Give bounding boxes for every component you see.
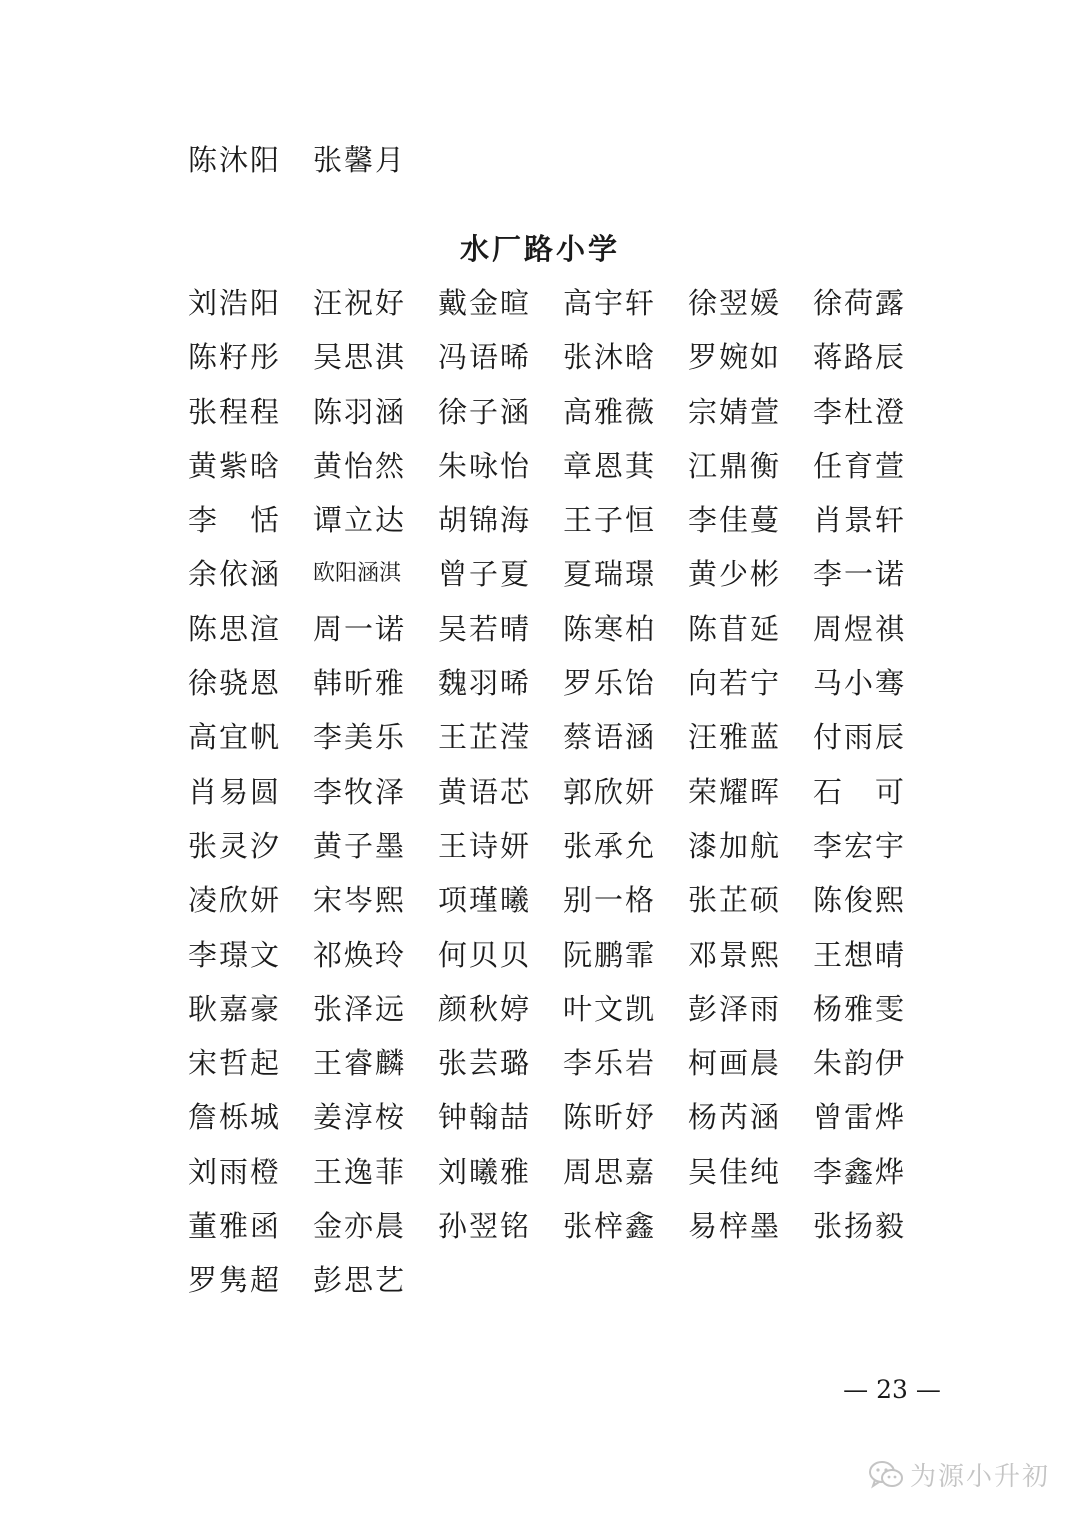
watermark xyxy=(868,1456,1050,1493)
name-entry: 彭思艺 xyxy=(313,1263,407,1298)
name-entry: 周煜祺 xyxy=(813,611,907,646)
name-entry: 姜淳桉 xyxy=(313,1100,407,1135)
name-entry: 任育萱 xyxy=(813,448,907,483)
name-entry: 金亦晨 xyxy=(313,1209,407,1244)
name-entry: 陈思渲 xyxy=(188,611,282,646)
name-entry: 耿嘉豪 xyxy=(188,991,282,1026)
name-entry: 陈昕妤 xyxy=(563,1100,657,1135)
name-entry: 易梓墨 xyxy=(688,1209,782,1244)
name-entry: 黄少彬 xyxy=(688,557,782,592)
name-entry: 黄子墨 xyxy=(313,828,407,863)
name-entry: 张灵汐 xyxy=(188,828,282,863)
name-entry: 蒋路辰 xyxy=(813,340,907,375)
name-entry: 张芸璐 xyxy=(438,1046,532,1081)
name-entry: 孙翌铭 xyxy=(438,1209,532,1244)
name-entry: 蔡语涵 xyxy=(563,720,657,755)
name-entry: 詹栎城 xyxy=(188,1100,282,1135)
name-entry: 王子恒 xyxy=(563,503,657,538)
name-entry: 钟翰喆 xyxy=(438,1100,532,1135)
name-entry: 马小骞 xyxy=(813,666,907,701)
name-entry: 李佳蔓 xyxy=(688,503,782,538)
section-title: 水厂路小学 xyxy=(459,232,620,266)
name-entry: 陈寒柏 xyxy=(563,611,657,646)
name-entry: 张承允 xyxy=(563,828,657,863)
name-entry: 李鑫烨 xyxy=(813,1154,907,1189)
name-entry: 李牧泽 xyxy=(313,774,407,809)
name-entry: 曾雷烨 xyxy=(813,1100,907,1135)
name-entry: 石 可 xyxy=(813,774,907,809)
name-entry: 王芷滢 xyxy=(438,720,532,755)
name-entry: 曾子夏 xyxy=(438,557,532,592)
name-entry: 王睿麟 xyxy=(313,1046,407,1081)
name-entry: 徐翌媛 xyxy=(688,286,782,320)
name-entry: 向若宁 xyxy=(688,666,782,701)
name-entry: 凌欣妍 xyxy=(188,883,282,918)
name-entry: 高宇轩 xyxy=(563,286,657,320)
name-entry: 王逸菲 xyxy=(313,1154,407,1189)
name-entry: 刘曦雅 xyxy=(438,1154,532,1189)
name-entry: 周思嘉 xyxy=(563,1154,657,1189)
name-entry: 宋哲起 xyxy=(188,1046,282,1081)
name-entry: 邓景熙 xyxy=(688,937,782,972)
name-entry: 何贝贝 xyxy=(438,937,532,972)
name-entry: 李杜澄 xyxy=(813,394,907,429)
name-entry: 汪祝好 xyxy=(313,286,407,320)
name-entry: 李璟文 xyxy=(188,937,282,972)
name-entry: 陈俊熙 xyxy=(813,883,907,918)
name-entry: 郭欣妍 xyxy=(563,774,657,809)
name-entry: 李宏宇 xyxy=(813,828,907,863)
name-entry: 肖景轩 xyxy=(813,503,907,538)
name-entry: 张芷硕 xyxy=(688,883,782,918)
name-entry: 董雅函 xyxy=(188,1209,282,1244)
name-entry: 魏羽晞 xyxy=(438,666,532,701)
name-entry: 谭立达 xyxy=(313,503,407,538)
name-entry: 欧阳涵淇 xyxy=(313,561,402,587)
name-entry: 肖易圆 xyxy=(188,774,282,809)
page-number: — 23 — xyxy=(843,1375,941,1404)
name-entry: 彭泽雨 xyxy=(688,991,782,1026)
watermark-text: 为源小升初 xyxy=(910,1462,1051,1492)
name-entry: 刘浩阳 xyxy=(188,286,282,320)
name-entry: 刘雨橙 xyxy=(188,1154,282,1189)
name-entry: 陈羽涵 xyxy=(313,394,407,429)
name-entry: 别一格 xyxy=(563,883,657,918)
name-entry: 叶文凯 xyxy=(563,991,657,1026)
name-entry: 王想晴 xyxy=(813,937,907,972)
name-entry: 李乐岩 xyxy=(563,1046,657,1081)
name-entry: 吴思淇 xyxy=(313,340,407,375)
name-entry: 黄怡然 xyxy=(313,448,407,483)
wechat-icon xyxy=(868,1460,904,1490)
name-entry: 戴金暄 xyxy=(438,286,532,320)
name-entry: 朱咏怡 xyxy=(438,448,532,483)
name-entry: 吴若晴 xyxy=(438,611,532,646)
name-entry: 宋岑熙 xyxy=(313,883,407,918)
name-entry: 张泽远 xyxy=(313,991,407,1026)
name-entry: 颜秋婷 xyxy=(438,991,532,1026)
name-entry: 张扬毅 xyxy=(813,1209,907,1244)
name-entry: 张梓鑫 xyxy=(563,1209,657,1244)
name-entry: 张馨月 xyxy=(313,143,407,177)
name-entry: 高雅薇 xyxy=(563,394,657,429)
name-entry: 夏瑞璟 xyxy=(563,557,657,592)
name-entry: 漆加航 xyxy=(688,828,782,863)
name-entry: 章恩萁 xyxy=(563,448,657,483)
name-entry: 徐子涵 xyxy=(438,394,532,429)
name-entry: 胡锦海 xyxy=(438,503,532,538)
name-entry: 付雨辰 xyxy=(813,720,907,755)
name-entry: 宗婧萱 xyxy=(688,394,782,429)
name-entry: 祁焕玲 xyxy=(313,937,407,972)
name-entry: 罗隽超 xyxy=(188,1263,282,1298)
name-entry: 黄语芯 xyxy=(438,774,532,809)
name-entry: 韩昕雅 xyxy=(313,666,407,701)
name-entry: 李 恬 xyxy=(188,503,282,538)
names-grid xyxy=(188,276,938,1308)
name-entry: 荣耀晖 xyxy=(688,774,782,809)
name-entry: 柯画晨 xyxy=(688,1046,782,1081)
name-entry: 余依涵 xyxy=(188,557,282,592)
name-entry: 江鼎衡 xyxy=(688,448,782,483)
name-entry: 朱韵伊 xyxy=(813,1046,907,1081)
name-entry: 徐骁恩 xyxy=(188,666,282,701)
name-entry: 冯语晞 xyxy=(438,340,532,375)
name-entry: 李一诺 xyxy=(813,557,907,592)
name-entry: 王诗妍 xyxy=(438,828,532,863)
name-entry: 杨芮涵 xyxy=(688,1100,782,1135)
name-entry: 黄紫晗 xyxy=(188,448,282,483)
name-entry: 罗乐饴 xyxy=(563,666,657,701)
name-entry: 吴佳纯 xyxy=(688,1154,782,1189)
name-entry: 高宜帆 xyxy=(188,720,282,755)
name-entry: 杨雅雯 xyxy=(813,991,907,1026)
name-entry: 徐荷露 xyxy=(813,286,907,320)
name-entry: 陈苜延 xyxy=(688,611,782,646)
name-entry: 陈沐阳 xyxy=(188,143,282,177)
name-entry: 李美乐 xyxy=(313,720,407,755)
name-entry: 张沐晗 xyxy=(563,340,657,375)
previous-names-row xyxy=(188,133,438,187)
name-entry: 周一诺 xyxy=(313,611,407,646)
name-entry: 阮鹏霏 xyxy=(563,937,657,972)
name-entry: 汪雅蓝 xyxy=(688,720,782,755)
name-entry: 张程程 xyxy=(188,394,282,429)
name-entry: 罗婉如 xyxy=(688,340,782,375)
name-entry: 项瑾曦 xyxy=(438,883,532,918)
name-entry: 陈籽彤 xyxy=(188,340,282,375)
